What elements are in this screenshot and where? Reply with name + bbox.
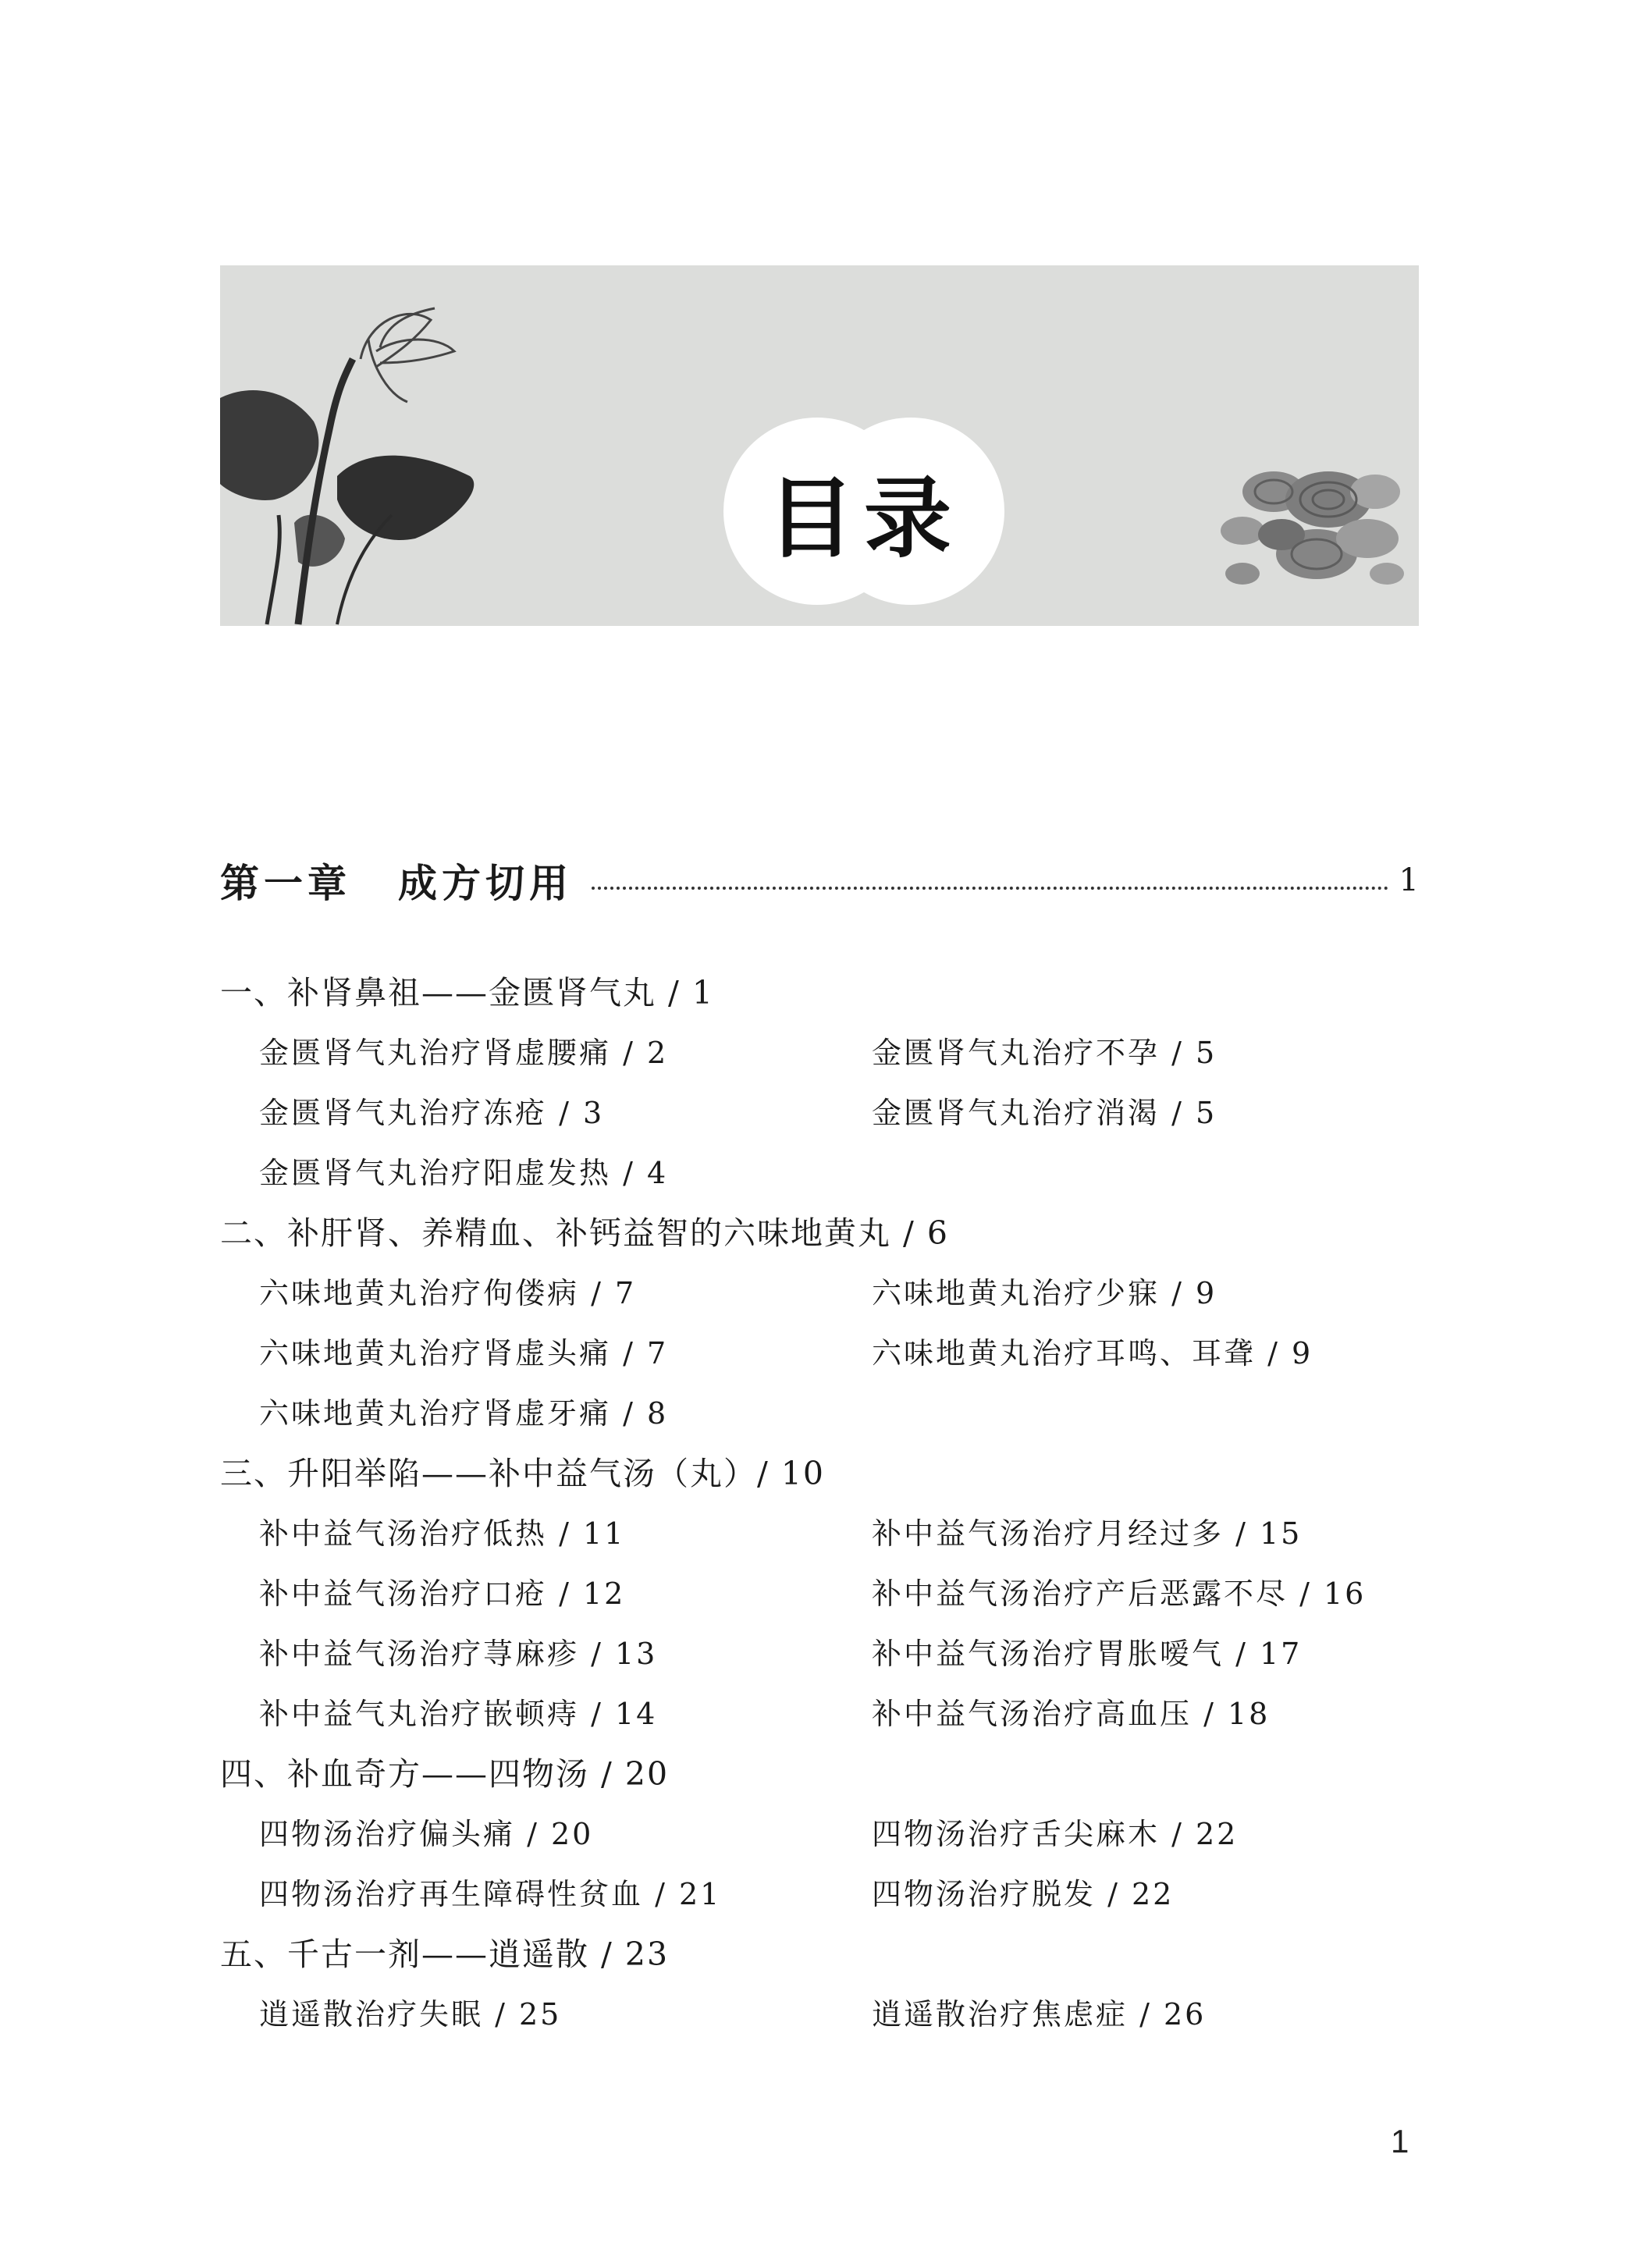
- toc-entry: 四物汤治疗再生障碍性贫血 / 21: [259, 1877, 722, 1911]
- page-title: 目录: [767, 467, 961, 570]
- chapter-page-number: 1: [1399, 862, 1419, 898]
- section-heading: 一、补肾鼻祖——金匮肾气丸 / 1: [220, 974, 714, 1011]
- toc-entry: 补中益气汤治疗低热 / 11: [259, 1516, 626, 1551]
- toc-entry: 六味地黄丸治疗肾虚头痛 / 7: [259, 1336, 669, 1370]
- section-entries: [220, 1985, 1419, 2045]
- section-heading: 四、补血奇方——四物汤 / 20: [220, 1755, 670, 1793]
- toc-entry: 四物汤治疗舌尖麻木 / 22: [872, 1817, 1239, 1851]
- toc-entry: 六味地黄丸治疗佝偻病 / 7: [259, 1276, 637, 1310]
- section-entries: [220, 1023, 1419, 1203]
- herb-slices-illustration: [1221, 471, 1404, 585]
- toc-entry: 六味地黄丸治疗肾虚牙痛 / 8: [259, 1396, 669, 1431]
- toc-entry: 六味地黄丸治疗耳鸣、耳聋 / 9: [872, 1336, 1313, 1370]
- chapter-title: 成方切用: [398, 860, 573, 906]
- toc-banner: [220, 265, 1419, 626]
- section-heading: 五、千古一剂——逍遥散 / 23: [220, 1936, 670, 1973]
- toc-entry: 补中益气汤治疗口疮 / 12: [259, 1577, 626, 1611]
- toc-entry: 金匮肾气丸治疗肾虚腰痛 / 2: [259, 1036, 669, 1070]
- page-number: 1: [1391, 2123, 1409, 2160]
- section-heading: 三、升阳举陷——补中益气汤（丸）/ 10: [220, 1455, 826, 1492]
- toc-entry: 四物汤治疗偏头痛 / 20: [259, 1817, 594, 1851]
- toc-entry: 补中益气汤治疗高血压 / 18: [872, 1697, 1271, 1731]
- title-badge: [723, 418, 1004, 605]
- toc-entry: 四物汤治疗脱发 / 22: [872, 1877, 1175, 1911]
- section-heading: 二、补肝肾、养精血、补钙益智的六味地黄丸 / 6: [220, 1214, 949, 1252]
- table-of-contents: [220, 963, 1419, 2045]
- toc-entry: 金匮肾气丸治疗不孕 / 5: [872, 1036, 1217, 1070]
- toc-entry: 逍遥散治疗失眠 / 25: [259, 1997, 562, 2032]
- section-entries: [220, 1504, 1419, 1744]
- section-entries: [220, 1264, 1419, 1444]
- chapter-heading: [220, 857, 1419, 904]
- toc-entry: 金匮肾气丸治疗消渴 / 5: [872, 1096, 1217, 1130]
- chapter-label: 第一章: [220, 860, 351, 906]
- toc-entry: 补中益气汤治疗产后恶露不尽 / 16: [872, 1577, 1367, 1611]
- toc-entry: 补中益气汤治疗胃胀嗳气 / 17: [872, 1637, 1303, 1671]
- toc-entry: 补中益气汤治疗月经过多 / 15: [872, 1516, 1303, 1551]
- toc-entry: 六味地黄丸治疗少寐 / 9: [872, 1276, 1217, 1310]
- section-entries: [220, 1804, 1419, 1925]
- toc-entry: 金匮肾气丸治疗阳虚发热 / 4: [259, 1156, 669, 1190]
- dot-leader: [592, 887, 1388, 890]
- toc-entry: 补中益气汤治疗荨麻疹 / 13: [259, 1637, 658, 1671]
- toc-entry: 逍遥散治疗焦虑症 / 26: [872, 1997, 1207, 2032]
- toc-entry: 补中益气丸治疗嵌顿痔 / 14: [259, 1697, 658, 1731]
- toc-entry: 金匮肾气丸治疗冻疮 / 3: [259, 1096, 605, 1130]
